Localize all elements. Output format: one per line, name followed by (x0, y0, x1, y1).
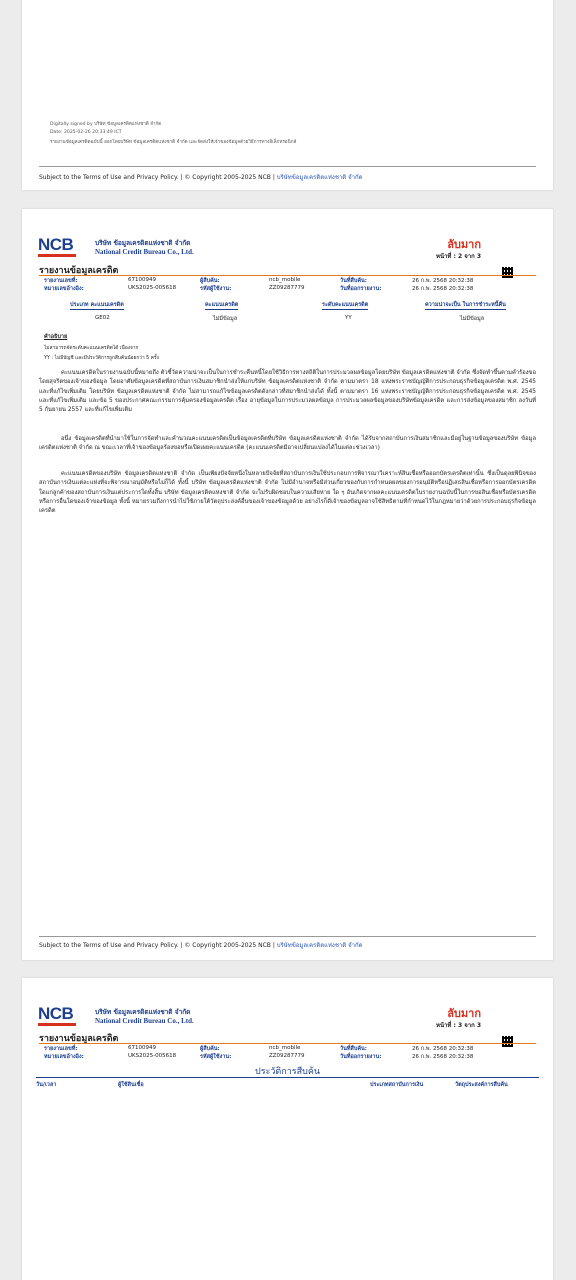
score-header: คะแนนเครดิต (205, 302, 239, 308)
logo-accent-bar (38, 254, 76, 257)
user-code-value: ZZ09287779 (269, 1053, 305, 1059)
ncb-logo: NCB (38, 1004, 74, 1023)
signature-note: รายงานข้อมูลเครดิตฉบับนี้ ออกโดยบริษัท ข้อมูลเครดิตแห่งชาติ จำกัด และจัดส่งให้เจ้าของข้อมูลด้วยวิธีการทางอิเล็กทรอนิกส์ (50, 140, 297, 145)
inquiry-date-value: 26 ก.พ. 2568 20:32:38 (412, 1046, 474, 1052)
report-title: รายงานข้อมูลเครดิต (39, 1034, 119, 1044)
member-label: ผู้สืบค้น: (200, 278, 220, 284)
user-code-value: ZZ09287779 (269, 285, 305, 291)
report-page-1 (22, 0, 553, 190)
report-no-value: 67100949 (128, 277, 156, 283)
inquiry-date-value: 26 ก.พ. 2568 20:32:38 (412, 278, 474, 284)
member-label: ผู้สืบค้น: (200, 1046, 220, 1052)
footer-divider (39, 166, 536, 167)
history-divider (36, 1077, 539, 1078)
disclaimer-paragraph: คะแนนเครดิตของบริษัท ข้อมูลเครดิตแห่งชาติ จำกัด เป็นเพียงปัจจัยหนึ่งในหลายปัจจัยที่สถาบันการเงินใช้ประกอบการพิจารณาวิเคราะห์สินเชื่อหรือออกบัตรเครดิตเท่านั้น ซึ่งเป็นดุลยพินิจของสถาบันการเงินแต่ละแห่งที่จะพิจารณาอนุมัติหรือไม่ก็ได้ ทั้งนี้ บริษัท ข้อมูลเครดิตแห่งชาติ จำกัด ไม่มีอำนาจหรือมีส่วนเกี่ยวของกับการกำหนดผลของการอนุมัติหรือปฏิเสธสินเชื่อหรือการออกบัตรเครดิตใดแก่ลูกค้าของสถาบันการเงินแต่ประการใดทั้งสิ้น บริษัท ข้อมูลเครดิตแห่งชาติ จำกัด จะไม่รับผิดชอบในความเสียหาย ใด ๆ อันเกิดจากผลคะแนนเครดิตในรายงานฉบับนี้ในการขอสินเชื่อหรือบัตรเครดิตหรือการอื่นใดของเจ้าของข้อมูล ทั้งนี้ หมายรวมถึงการนำไปใช้ภายใต้วัตถุประสงค์อื่นของเจ้าของข้อมูลด้วย อย่างไรก็ดีเจ้าของข้อมูลอาจใช้สิทธิตามที่กำหนดไว้ในกฎหมายว่าด้วยการประกอบธุรกิจข้อมูลเครดิต (39, 471, 536, 515)
remark-line-1: ไม่สามารถจัดระดับคะแนนเครดิตได้ เนื่องจาก (44, 346, 139, 351)
score-level-value: YY (345, 315, 352, 321)
report-page-2 (22, 209, 553, 960)
repayment-probability-header: ความน่าจะเป็น ในการชำระหนี้คืน (425, 302, 506, 308)
remark-line-2: YY : ไม่มีบัญชี และมีประวัติการถูกสืบค้นน้อยกว่า 5 ครั้ง (44, 356, 159, 361)
company-name-thai: บริษัท ข้อมูลเครดิตแห่งชาติ จำกัด (95, 239, 191, 247)
ref-no-value: UKS2025-005618 (128, 285, 177, 291)
title-underline (39, 1043, 536, 1044)
company-name-thai: บริษัท ข้อมูลเครดิตแห่งชาติ จำกัด (95, 1008, 191, 1016)
inquiry-date-label: วันที่สืบค้น: (340, 278, 367, 284)
company-name-english: National Credit Bureau Co., Ltd. (95, 248, 194, 256)
report-no-value: 67100949 (128, 1045, 156, 1051)
ref-no-label: หมายเลขอ้างอิง: (44, 1054, 84, 1060)
footer-text: Subject to the Terms of Use and Privacy Policy. | © Copyright 2005-2025 NCB | (39, 174, 277, 181)
footer-text: Subject to the Terms of Use and Privacy Policy. | © Copyright 2005-2025 NCB | (39, 942, 277, 949)
inquiry-history-title: ประวัติการสืบค้น (255, 1067, 320, 1077)
qr-code-icon (502, 1036, 513, 1047)
confidential-label: ลับมาก (447, 238, 481, 251)
history-col-institution-type: ประเภทสถาบันการเงิน (370, 1082, 424, 1088)
report-no-label: รายงานเลขที่: (44, 278, 78, 284)
signature-date: Date: 2025-02-26 20:33:49 ICT (50, 130, 122, 135)
company-name-english: National Credit Bureau Co., Ltd. (95, 1017, 194, 1025)
footer-divider (39, 936, 536, 937)
title-underline (39, 275, 536, 276)
report-date-value: 26 ก.พ. 2568 20:32:38 (412, 286, 474, 292)
page-footer (39, 172, 363, 182)
score-type-header: ประเภท คะแนนเครดิต (70, 302, 124, 308)
repayment-probability-value: ไม่มีข้อมูล (460, 316, 485, 322)
ncb-logo: NCB (38, 235, 74, 254)
page-number: หน้าที่ : 3 จาก 3 (435, 1022, 481, 1029)
qr-code-icon (502, 267, 513, 278)
report-page-3 (22, 978, 553, 1280)
member-value: ncb_mobile (269, 1045, 301, 1051)
user-code-label: รหัสผู้ใช้งาน: (200, 286, 232, 292)
user-code-label: รหัสผู้ใช้งาน: (200, 1054, 232, 1060)
report-date-value: 26 ก.พ. 2568 20:32:38 (412, 1054, 474, 1060)
report-date-label: วันที่ออกรายงาน: (340, 286, 382, 292)
digital-signature-line: Digitally signed by บริษัท ข้อมูลเครดิตแห่งชาติ จำกัด (50, 122, 162, 127)
ref-no-value: UKS2025-005618 (128, 1053, 177, 1059)
history-col-purpose: วัตถุประสงค์การสืบค้น (455, 1082, 508, 1088)
logo-accent-bar (38, 1023, 76, 1026)
report-no-label: รายงานเลขที่: (44, 1046, 78, 1052)
member-value: ncb_mobile (269, 277, 301, 283)
footer-company-link[interactable]: บริษัทข้อมูลเครดิตแห่งชาติ จำกัด (276, 942, 363, 949)
remark-title: คำอธิบาย (44, 334, 68, 340)
report-title: รายงานข้อมูลเครดิต (39, 266, 119, 276)
inquiry-date-label: วันที่สืบค้น: (340, 1046, 367, 1052)
data-source-paragraph: อนึ่ง ข้อมูลเครดิตที่นำมาใช้ในการจัดทำและคำนวณคะแนนเครดิตเป็นข้อมูลเครดิตที่บริษัท ข้อมูลเครดิตแห่งชาติ จำกัด ได้รับจากสถาบันการเงินสมาชิกและมีอยู่ในฐานข้อมูลของบริษัท ข้อมูลเครดิตแห่งชาติ จำกัด ณ ขณะเวลาที่เจ้าของข้อมูลร้องขอหรือเปิดเผยคะแนนเครดิต (คะแนนเครดิตมีอาจเปลี่ยนแปลงได้ในแต่ละช่วงเวลา) (39, 436, 536, 452)
footer-company-link[interactable]: บริษัทข้อมูลเครดิตแห่งชาติ จำกัด (276, 174, 363, 181)
score-value: ไม่มีข้อมูล (213, 316, 238, 322)
score-level-header: ระดับคะแนนเครดิต (322, 302, 369, 308)
history-col-datetime: วัน/เวลา (36, 1082, 57, 1088)
confidential-label: ลับมาก (447, 1007, 481, 1020)
page-number: หน้าที่ : 2 จาก 3 (435, 253, 481, 260)
page-footer (39, 940, 363, 950)
report-date-label: วันที่ออกรายงาน: (340, 1054, 382, 1060)
score-explanation-paragraph: คะแนนเครดิตในรายงานฉบับนี้หมายถึง ตัวชี้วัดความน่าจะเป็นในการชำระคืนหนี้โดยใช้วิธีการทางสถิติในการประมวลผลข้อมูลโดยบริษัท ข้อมูลเครดิตแห่งชาติ จำกัด ซึ่งจัดทำขึ้นตามคำร้องขอโดยสุจริตของเจ้าของข้อมูล โดยอาศัยข้อมูลเครดิตที่สถาบันการเงินสมาชิกนำส่งให้แก่บริษัท ข้อมูลเครดิตแห่งชาติ จำกัด ตามมาตรา 18 แห่งพระราชบัญญัติการประกอบธุรกิจข้อมูลเครดิต พ.ศ. 2545 และที่แก้ไขเพิ่มเติม โดยบริษัท ข้อมูลเครดิตแห่งชาติ จำกัด ไม่สามารถแก้ไขข้อมูลเครดิตดังกล่าวที่สมาชิกนำส่งได้ ทั้งนี้ ตามมาตรา 16 แห่งพระราชบัญญัติการประกอบธุรกิจข้อมูลเครดิต พ.ศ. 2545 และที่แก้ไขเพิ่มเติม และข้อ 5 ของประกาศคณะกรรมการคุ้มครองข้อมูลเครดิต เรื่อง อายุข้อมูลในการประมวลผลข้อมูล การประมวลผลข้อมูลของบริษัทข้อมูลเครดิต และการส่งข้อมูลของสมาชิก ลงวันที่ 5 กันยายน 2557 และที่แก้ไขเพิ่มเติม (39, 370, 536, 414)
history-col-borrower: ผู้ใช้สินเชื่อ (118, 1082, 144, 1088)
ref-no-label: หมายเลขอ้างอิง: (44, 286, 84, 292)
score-type-value: GE02 (95, 315, 110, 321)
